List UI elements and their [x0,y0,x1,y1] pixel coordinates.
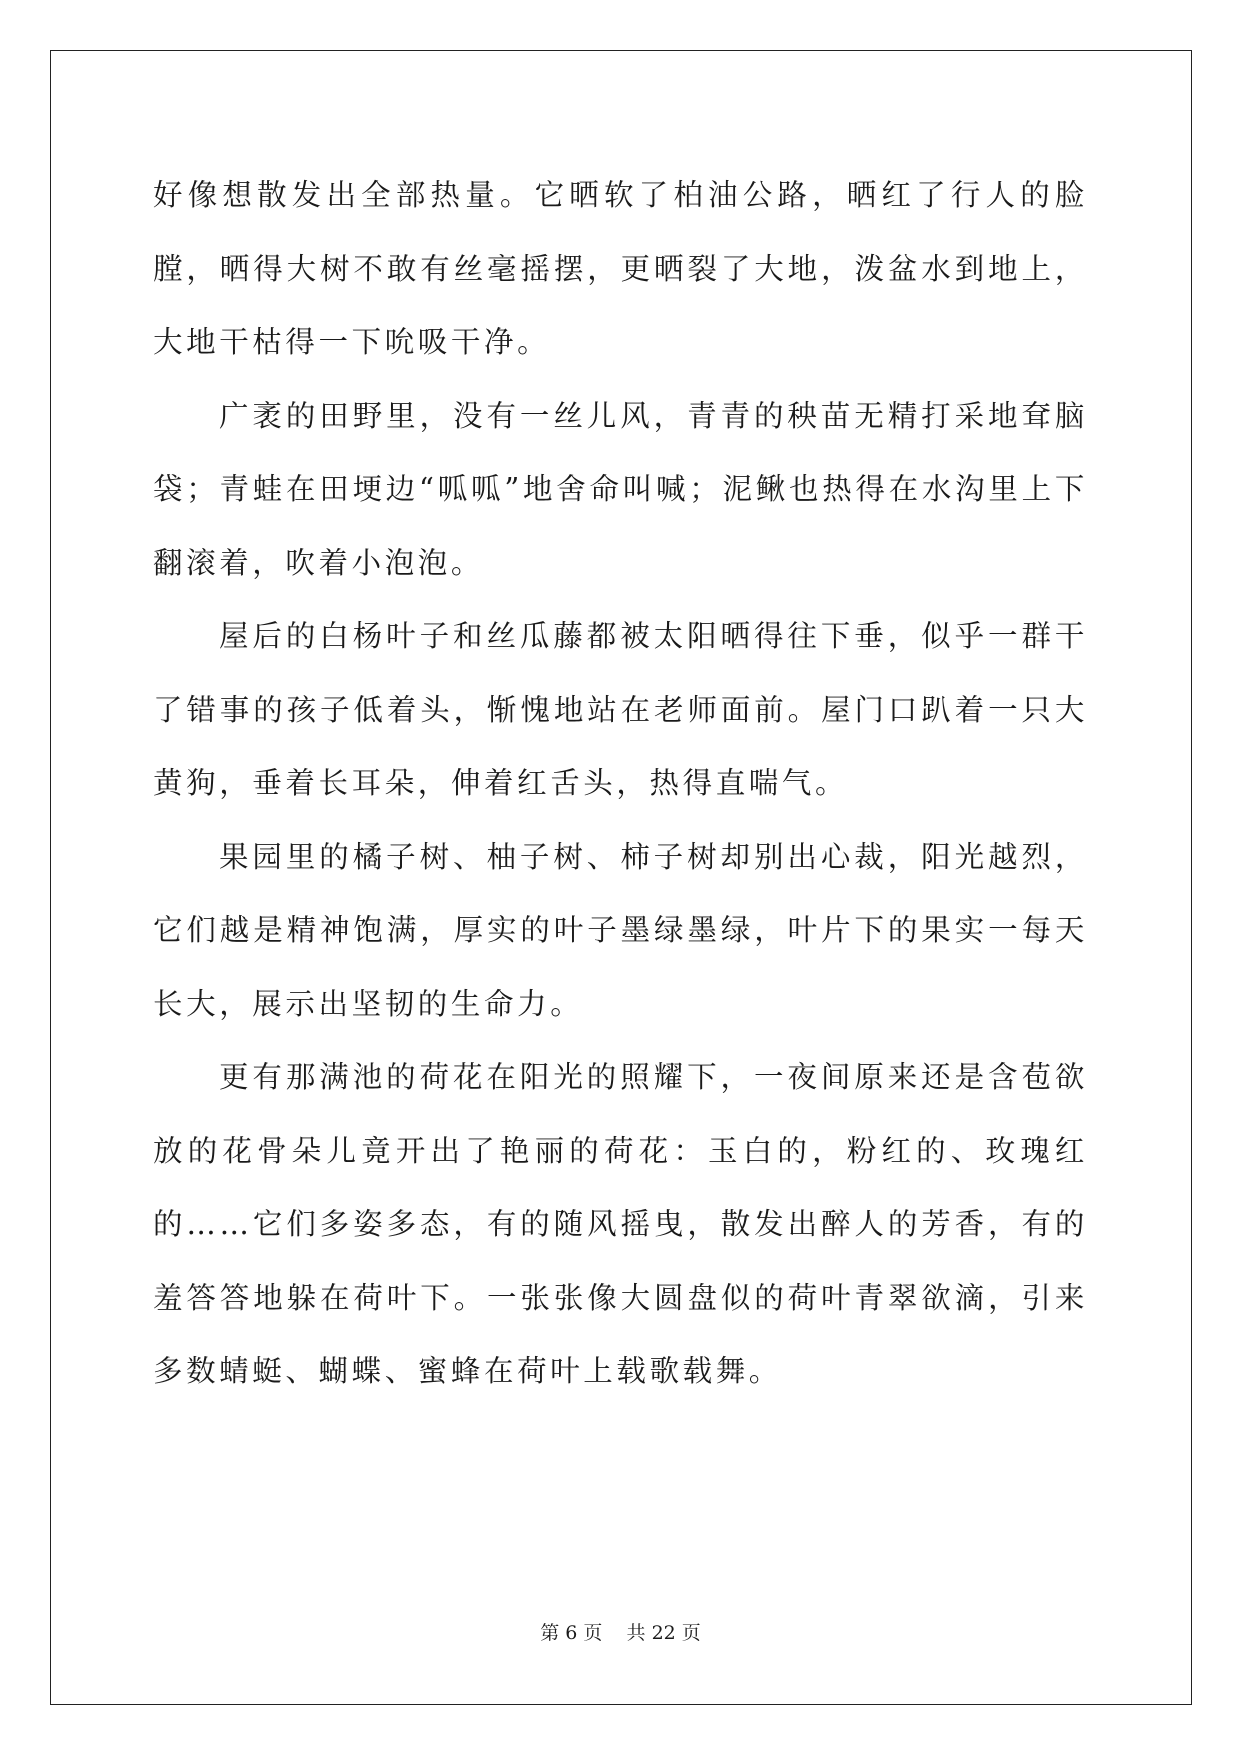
paragraph-3: 屋后的白杨叶子和丝瓜藤都被太阳晒得往下垂，似乎一群干了错事的孩子低着头，惭愧地站在老师面前。屋门口趴着一只大黄狗，垂着长耳朵，伸着红舌头，热得直喘气。 [153,619,1088,800]
page-total: 共 22 页 [626,1622,701,1644]
page-number: 第 6 页 [540,1622,603,1644]
footer-gap [602,1622,626,1644]
paragraph-1: 好像想散发出全部热量。它晒软了柏油公路，晒红了行人的脸膛，晒得大树不敢有丝毫摇摆，更晒裂了大地，泼盆水到地上，大地干枯得一下吮吸干净。 [153,178,1088,359]
paragraph-4: 果园里的橘子树、柚子树、柿子树却别出心裁，阳光越烈，它们越是精神饱满，厚实的叶子墨绿墨绿，叶片下的果实一每天长大，展示出坚韧的生命力。 [153,839,1088,1021]
paragraph-5: 更有那满池的荷花在阳光的照耀下，一夜间原来还是含苞欲放的花骨朵儿竟开出了艳丽的荷花：玉白的，粉红的、玫瑰红的……它们多姿多态，有的随风摇曳，散发出醉人的芳香，有的羞答答地躲在荷叶下。一张张像大圆盘似的荷叶青翠欲滴，引来多数蜻蜓、蝴蝶、蜜蜂在荷叶上载歌载舞。 [153,1060,1088,1388]
page-footer [0,1618,1241,1645]
document-body [153,159,1088,1409]
paragraph-2: 广袤的田野里，没有一丝儿风，青青的秧苗无精打采地耷脑袋；青蛙在田埂边“呱呱”地舍命叫喊；泥鳅也热得在水沟里上下翻滚着，吹着小泡泡。 [153,398,1088,580]
